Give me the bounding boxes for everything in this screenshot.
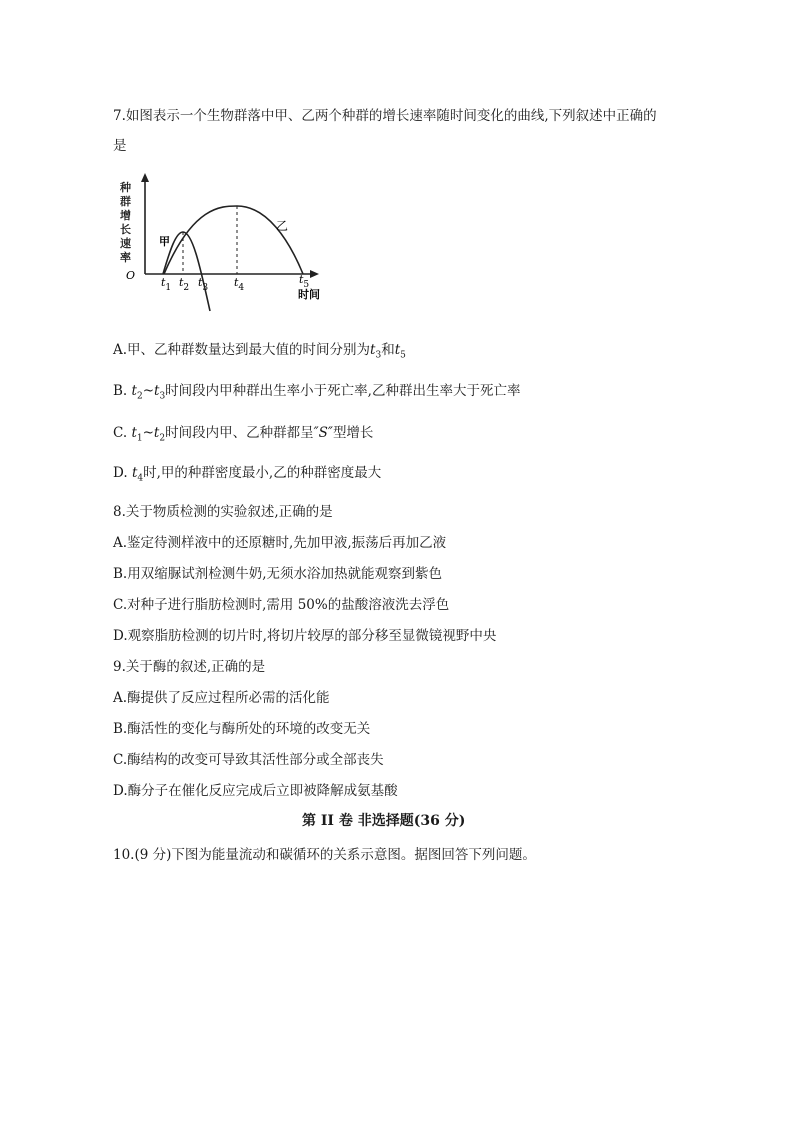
x-axis-label: 时间: [298, 288, 320, 301]
tick-t1: $t_1$: [161, 276, 172, 293]
q9-option-c: C.酶结构的改变可导致其活性部分或全部丧失: [113, 752, 384, 768]
section-title: 第 II 卷 非选择题(36 分): [302, 813, 466, 829]
q8-option-a: A.鉴定待测样液中的还原糖时,先加甲液,振荡后再加乙液: [113, 535, 447, 551]
q10-stem: 10.(9 分)下图为能量流动和碳循环的关系示意图。据图回答下列问题。: [113, 847, 536, 863]
ylabel-char-2: 群: [120, 195, 131, 208]
q7-option-c: C. $t_1\sim t_2$时间段内甲、乙种群都呈″S″型增长: [113, 425, 374, 444]
series-label-yi: 乙: [276, 219, 289, 233]
ylabel-char-3: 增: [120, 209, 131, 222]
q7-stem-line2: 是: [113, 138, 127, 154]
q8-option-b: B.用双缩脲试剂检测牛奶,无须水浴加热就能观察到紫色: [113, 566, 443, 582]
q7-option-a: A.甲、乙种群数量达到最大值的时间分别为$t_3$和$t_5$: [113, 342, 406, 361]
q7-stem-line1: 7.如图表示一个生物群落中甲、乙两个种群的增长速率随时间变化的曲线,下列叙述中正确的: [113, 108, 657, 124]
ylabel-char-5: 速: [120, 237, 131, 250]
q9-stem: 9.关于酶的叙述,正确的是: [113, 659, 266, 675]
q9-option-a: A.酶提供了反应过程所必需的活化能: [113, 690, 330, 706]
q7-option-d: D. $t_4$时,甲的种群密度最小,乙的种群密度最大: [113, 465, 382, 484]
tick-t3: $t_3$: [198, 276, 209, 293]
q9-option-d: D.酶分子在催化反应完成后立即被降解成氨基酸: [113, 783, 398, 799]
ylabel-char-6: 率: [120, 251, 131, 264]
series-label-jia: 甲: [159, 235, 170, 248]
population-growth-rate-figure: [113, 166, 329, 320]
ylabel-char-1: 种: [120, 181, 131, 194]
tick-t2: $t_2$: [179, 276, 190, 293]
q9-option-b: B.酶活性的变化与酶所处的环境的改变无关: [113, 721, 371, 737]
origin-label: O: [126, 269, 136, 282]
q7-option-b: B. $t_2\sim t_3$时间段内甲种群出生率小于死亡率,乙种群出生率大于死亡率: [113, 383, 521, 402]
q8-option-c: C.对种子进行脂肪检测时,需用 50%的盐酸溶液洗去浮色: [113, 597, 450, 613]
q8-stem: 8.关于物质检测的实验叙述,正确的是: [113, 504, 333, 520]
q8-option-d: D.观察脂肪检测的切片时,将切片较厚的部分移至显微镜视野中央: [113, 628, 497, 644]
tick-t5: $t_5$: [299, 273, 310, 290]
ylabel-char-4: 长: [120, 223, 131, 236]
tick-t4: $t_4$: [234, 276, 245, 293]
